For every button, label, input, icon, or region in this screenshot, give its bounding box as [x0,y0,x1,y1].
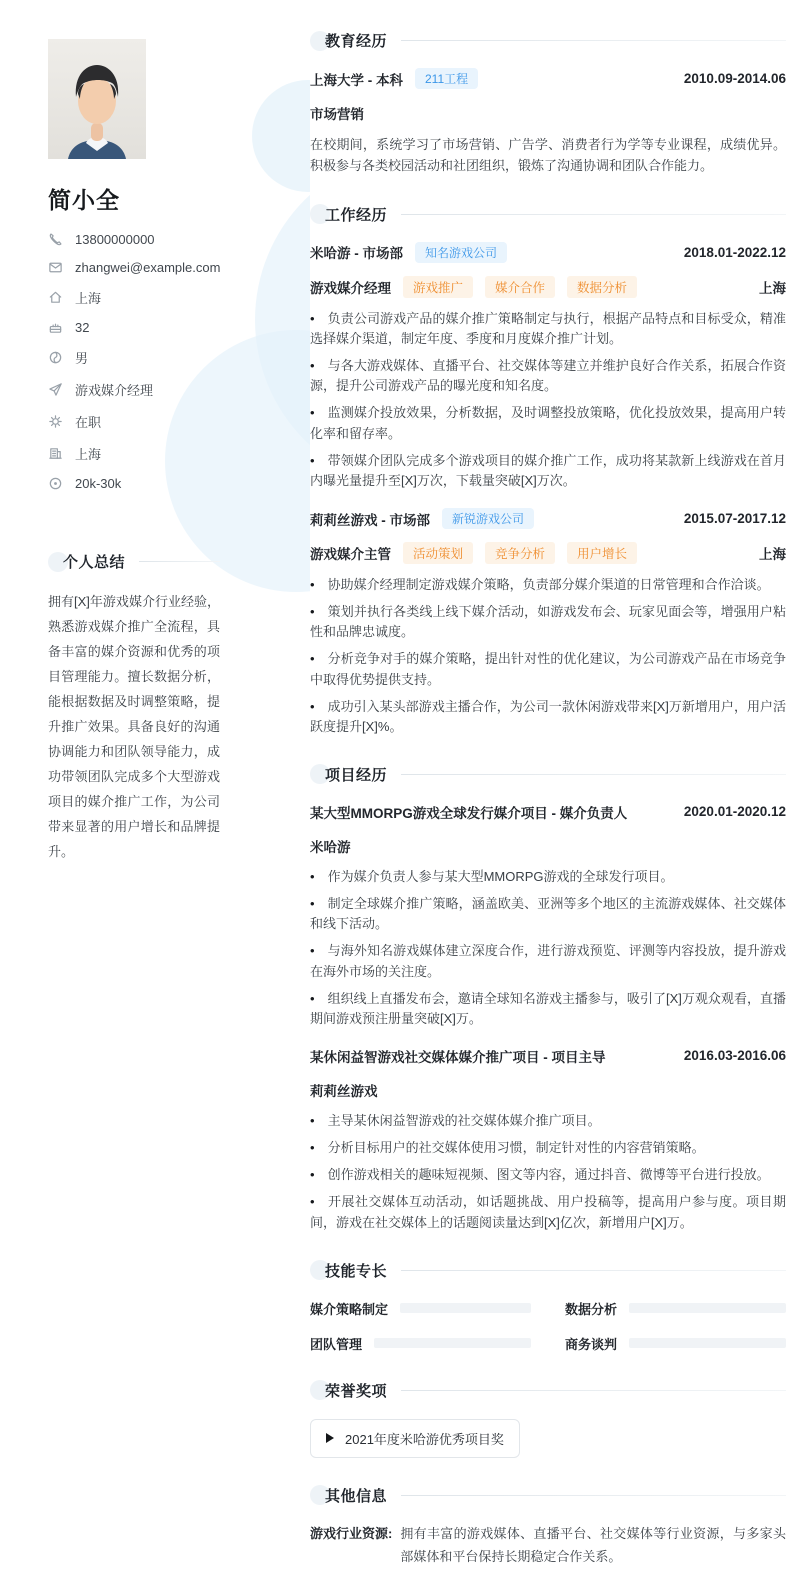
work-entry [310,508,786,737]
contact-gender [48,348,220,367]
work-entry [310,242,786,491]
work-bullet: • 成功引入某头部游戏主播合作，为公司一款休闲游戏带来[X]万新增用户，用户活跃度提升[X]%。 [310,697,786,737]
skill-tag: 数据分析 [567,276,637,298]
other-info-row [310,1522,786,1569]
skill-progress-bar [400,1303,531,1313]
project-bullet: • 与海外知名游戏媒体建立深度合作，进行游戏预览、评测等内容投放，提升游戏在海外市场的关注度。 [310,941,786,981]
project-bullet: • 组织线上直播发布会，邀请全球知名游戏主播参与，吸引了[X]万观众观看，直播期间游戏预注册量突破[X]万。 [310,989,786,1029]
age-icon [48,320,63,335]
section-header-other [310,1485,786,1506]
resume-main-column [310,30,786,1588]
project-name: 某大型MMORPG游戏全球发行媒介项目 - 媒介负责人 [310,805,628,821]
work-bullet: • 与各大游戏媒体、直播平台、社交媒体等建立并维护良好合作关系，拓展合作资源，提升公司游戏产品的曝光度和知名度。 [310,356,786,396]
project-bullet-list [310,1111,786,1233]
project-bullet: • 制定全球媒介推广策略，涵盖欧美、亚洲等多个地区的主流游戏媒体、社交媒体和线下活动。 [310,894,786,934]
skill-item [310,1334,531,1353]
skills-section [310,1260,786,1353]
work-location: 上海 [759,280,786,296]
contact-value: 上海 [75,291,102,306]
project-date: 2016.03-2016.06 [683,1048,786,1064]
work-entry-header [310,242,786,263]
work-bullet-list [310,309,786,491]
role-title: 游戏媒介经理 [310,280,391,296]
work-bullet: • 负责公司游戏产品的媒介推广策略制定与执行，根据产品特点和目标受众，精准选择媒介渠道，制定年度、季度和月度媒介推广计划。 [310,309,786,349]
target-icon [48,476,63,491]
contact-value: 游戏媒介经理 [75,383,154,398]
project-bullet: • 作为媒介负责人参与某大型MMORPG游戏的全球发行项目。 [310,867,786,887]
project-name: 某休闲益智游戏社交媒体媒介推广项目 - 项目主导 [310,1049,606,1065]
section-title: 技能专长 [325,1262,388,1280]
project-date: 2020.01-2020.12 [683,804,786,820]
section-title: 个人总结 [63,554,126,571]
contact-position [48,380,220,399]
contact-phone [48,232,220,247]
portrait-placeholder [48,39,146,159]
education-description: 在校期间，系统学习了市场营销、广告学、消费者行为学等专业课程，成绩优异。积极参与各类校园活动和社团组织，锻炼了沟通协调和团队合作能力。 [310,137,786,174]
company-badge: 新锐游戏公司 [442,508,534,529]
skill-name: 数据分析 [565,1301,618,1317]
company-name: 莉莉丝游戏 - 市场部 [310,512,430,528]
skill-item [565,1299,786,1318]
work-bullet: • 监测媒介投放效果，分析数据，及时调整投放策略，优化投放效果，提高用户转化率和留存率。 [310,403,786,443]
section-header-education [310,30,786,51]
contact-status [48,412,220,431]
skill-progress-bar [629,1303,786,1313]
skill-name: 媒介策略制定 [310,1301,389,1317]
contact-salary [48,476,220,491]
contact-email [48,260,220,275]
skill-tag: 活动策划 [403,542,473,564]
honor-item[interactable] [310,1419,520,1458]
phone-icon [48,232,63,247]
work-location: 上海 [759,547,786,562]
section-title: 荣誉奖项 [325,1382,388,1400]
section-divider-line [401,1270,786,1271]
project-entry-header [310,1046,786,1066]
skill-tag: 竞争分析 [485,542,555,564]
skills-grid [310,1299,786,1353]
work-entry-header [310,508,786,529]
skill-name: 团队管理 [310,1336,363,1352]
honors-section [310,1380,786,1458]
skill-name: 商务谈判 [565,1336,618,1352]
section-title: 项目经历 [325,766,388,784]
other-info-label: 游戏行业资源: [310,1525,393,1541]
education-section [310,30,786,177]
project-entry [310,1046,786,1233]
education-entry-header [310,68,786,89]
skill-item [565,1334,786,1353]
play-icon [326,1433,334,1443]
work-role-row [310,542,786,564]
building-icon [48,446,63,461]
skill-tag: 游戏推广 [403,276,473,298]
contact-value: 20k-30k [75,476,122,491]
project-bullet: • 创作游戏相关的趣味短视频、图文等内容，通过抖音、微博等平台进行投放。 [310,1165,786,1185]
project-company: 莉莉丝游戏 [310,1083,378,1099]
work-bullet-list [310,575,786,737]
profile-photo [48,39,146,159]
email-icon [48,260,63,275]
work-date: 2015.07-2017.12 [683,511,786,526]
skill-tag: 媒介合作 [485,276,555,298]
honor-text: 2021年度米哈游优秀项目奖 [345,1431,504,1447]
home-icon [48,290,63,305]
section-header-honors [310,1380,786,1401]
section-divider-line [401,214,786,215]
work-date: 2018.01-2022.12 [683,244,786,260]
contact-location [48,288,220,307]
section-title: 其他信息 [325,1487,388,1505]
work-bullet: • 策划并执行各类线上线下媒介活动，如游戏发布会、玩家见面会等，增强用户粘性和品牌忠诚度。 [310,602,786,642]
project-company: 米哈游 [310,839,351,855]
work-section [310,204,786,737]
contact-value: 男 [75,351,89,366]
project-bullet: • 分析目标用户的社交媒体使用习惯，制定针对性的内容营销策略。 [310,1138,786,1158]
work-bullet: • 带领媒介团队完成多个游戏项目的媒介推广工作，成功将某款新上线游戏在首月内曝光量提升至[X]万次，下载量突破[X]万次。 [310,451,786,491]
projects-section [310,764,786,1233]
school-badge: 211工程 [415,68,478,89]
skill-item [310,1299,531,1318]
contact-value: zhangwei@example.com [75,260,221,275]
paper-plane-icon [48,382,63,397]
contact-value: 上海 [75,447,102,462]
other-info-section [310,1485,786,1569]
section-divider-line [401,40,786,41]
company-badge: 知名游戏公司 [415,242,507,263]
education-date: 2010.09-2014.06 [683,71,786,86]
summary-text: 拥有[X]年游戏媒介行业经验，熟悉游戏媒介推广全流程，具备丰富的媒介资源和优秀的项目管理能力。擅长数据分析，能根据数据及时调整策略，提升推广效果。具备良好的沟通协调能力和团队领导能力，成功带领团队完成多个大型游戏项目的媒介推广工作，为公司带来显著的用户增长和品牌提升。 [48,594,220,859]
contact-value: 32 [75,320,90,335]
work-bullet: • 分析竞争对手的媒介策略，提出针对性的优化建议，为公司游戏产品在市场竞争中取得优势提供支持。 [310,649,786,689]
section-header-summary [48,551,220,572]
project-bullet: • 主导某休闲益智游戏的社交媒体媒介推广项目。 [310,1111,786,1131]
contact-age [48,320,220,335]
contact-value: 13800000000 [75,232,155,247]
project-bullet-list [310,867,786,1029]
section-divider-line [401,774,786,775]
section-divider-line [139,561,220,562]
other-info-text: 拥有丰富的游戏媒体、直播平台、社交媒体等行业资源，与多家头部媒体和平台保持长期稳定合作关系。 [400,1525,786,1565]
section-header-skills [310,1260,786,1281]
gender-icon [48,350,63,365]
skill-progress-bar [629,1338,786,1348]
role-title: 游戏媒介主管 [310,547,391,562]
section-title: 工作经历 [325,206,388,224]
gear-icon [48,414,63,429]
section-title: 教育经历 [325,33,388,50]
section-header-projects [310,764,786,785]
skill-tag: 用户增长 [567,542,637,564]
work-bullet: • 协助媒介经理制定游戏媒介策略，负责部分媒介渠道的日常管理和合作洽谈。 [310,575,786,595]
section-header-work [310,204,786,225]
school-name: 上海大学 - 本科 [310,72,403,88]
candidate-name: 简小全 [48,187,120,213]
project-bullet: • 开展社交媒体互动活动，如话题挑战、用户投稿等，提高用户参与度。项目期间，游戏在社交媒体上的话题阅读量达到[X]亿次，新增用户[X]万。 [310,1192,786,1232]
contact-city [48,444,220,463]
company-name: 米哈游 - 市场部 [310,246,403,262]
skill-progress-bar [374,1338,531,1348]
major-name: 市场营销 [310,107,364,122]
project-entry-header [310,802,786,822]
work-role-row [310,276,786,298]
project-entry [310,802,786,1029]
section-divider-line [401,1390,786,1391]
section-divider-line [401,1495,786,1496]
contact-value: 在职 [75,415,102,430]
sidebar [48,39,220,864]
contact-list [48,232,220,491]
